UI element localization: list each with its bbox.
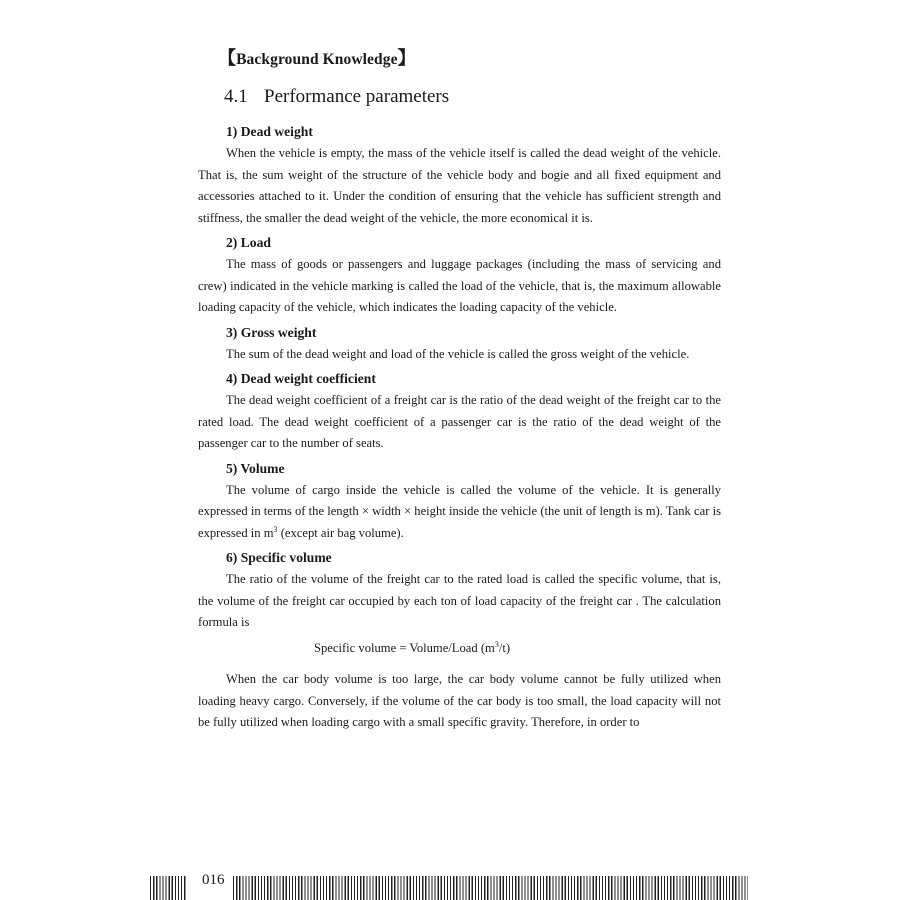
volume-superscript: 3 [273,524,278,534]
subheading-gross-weight: 3) Gross weight [226,324,317,340]
subheading-load: 2) Load [226,235,271,250]
paragraph-volume [198,480,721,545]
subheading-dead-weight: 1) Dead weight [226,124,313,139]
formula-specific-volume [198,638,721,660]
page-footer [150,868,750,900]
formula-text-end: /t) [498,640,511,655]
paragraph-load: The mass of goods or passengers and luggage packages (including the mass of servicing and crew) indicated in the vehicle marking is called the load of the vehicle, that is, the maximum allowable loading capacity of the vehicle, which indicates the loading capacity of the vehicle. [198,257,721,314]
section-number: 4.1 [224,86,248,107]
footer-barcode-right [233,876,748,900]
background-knowledge-label: Background Knowledge [236,51,398,68]
bracket-open: 【 [218,48,237,68]
volume-text: The volume of cargo inside the vehicle is called the volume of the vehicle. It is generally expressed in terms of the length × width × height inside the vehicle (the unit of length is m). Tank car is expressed in m [198,482,721,540]
volume-text-end: (except air bag volume). [277,525,404,540]
formula-text: Specific volume = Volume/Load (m [314,640,495,655]
paragraph-specific-volume: The ratio of the volume of the freight car to the rated load is called the specific volume, that is, the volume of the freight car occupied by each ton of load capacity of the freight car . The calculation formula is [198,572,721,629]
paragraph-gross-weight: The sum of the dead weight and load of the vehicle is called the gross weight of the vehicle. [226,346,690,361]
paragraph-specific-volume-continued: When the car body volume is too large, the car body volume cannot be fully utilized when loading heavy cargo. Conversely, if the volume of the car body is too small, the load capacity will not be fully utilized when loading cargo with a small specific gravity. Therefore, in order to [198,672,721,729]
subheading-specific-volume: 6) Specific volume [226,550,332,565]
section-title: Performance parameters [264,86,450,107]
page-body [198,120,721,737]
section-heading [224,86,449,108]
page-number: 016 [202,872,225,888]
formula-superscript: 3 [494,639,499,649]
paragraph-dead-weight-coefficient: The dead weight coefficient of a freight car is the ratio of the dead weight of the freight car to the rated load. The dead weight coefficient of a passenger car is the ratio of the dead weight of the passenger car to the number of seats. [198,393,721,450]
footer-barcode-left [150,876,186,900]
subheading-dead-weight-coefficient: 4) Dead weight coefficient [226,371,376,386]
background-knowledge-title [218,44,416,70]
subheading-volume: 5) Volume [226,460,285,476]
paragraph-dead-weight: When the vehicle is empty, the mass of the vehicle itself is called the dead weight of the vehicle. That is, the sum weight of the structure of the vehicle body and bogie and all fixed equipment and accessories attached to it. Under the condition of ensuring that the vehicle has sufficient strength and stiffness, the smaller the dead weight of the vehicle, the more economical it is. [198,146,721,225]
bracket-close: 】 [397,48,416,68]
